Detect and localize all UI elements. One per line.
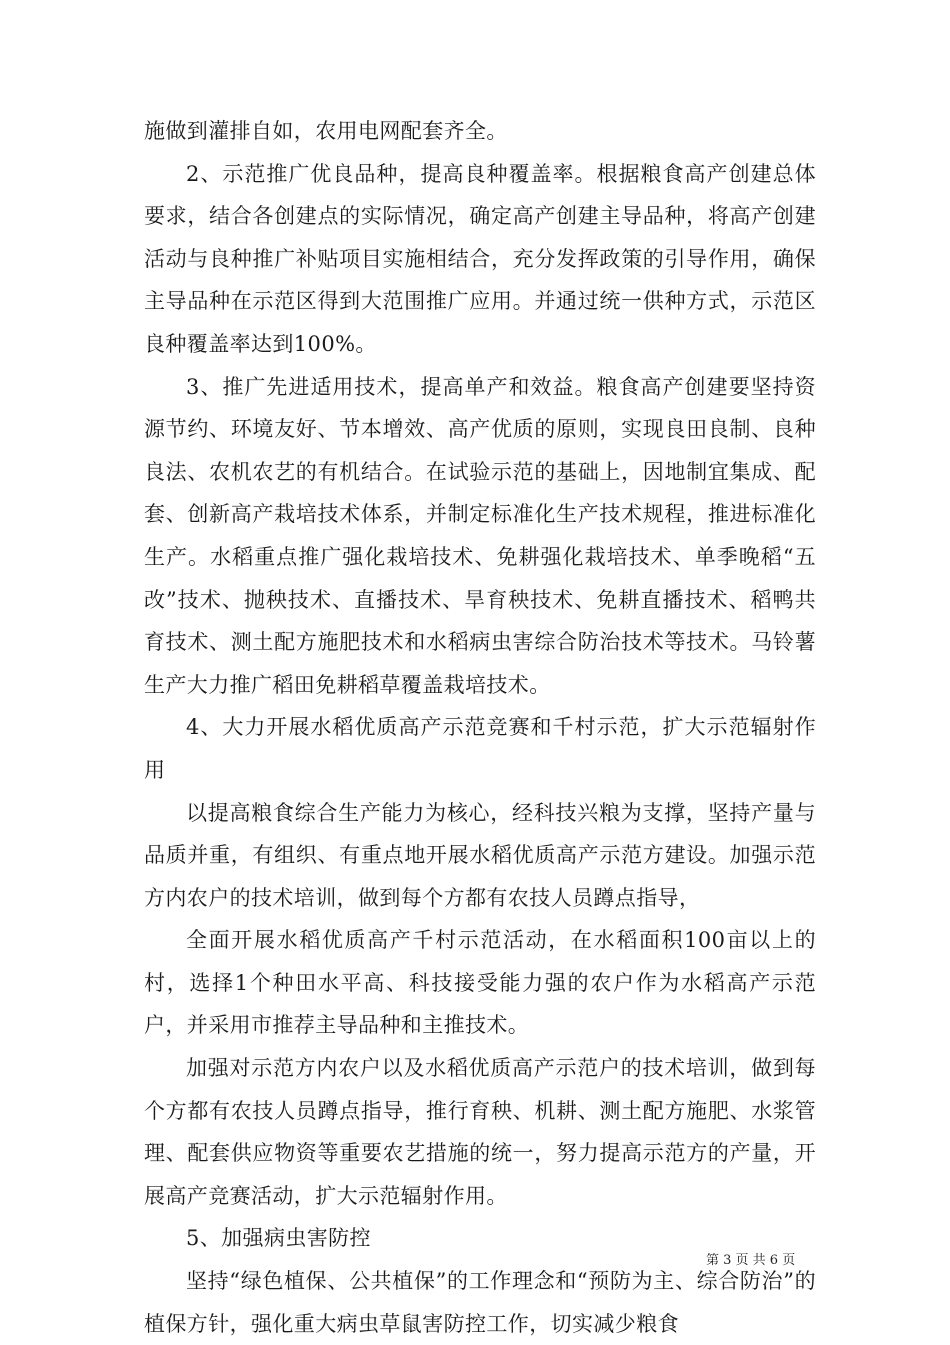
paragraph-7: 5、加强病虫害防控 [186,1226,371,1251]
page-number-footer: 第 3 页 共 6 页 [706,1253,796,1268]
paragraph-2: 3、推广先进适用技术，提高单产和效益。粮食高产创建要坚持资源节约、环境友好、节本增效、高产优质的原则，实现良田良制、良种良法、农机农艺的有机结合。在试验示范的基础上，因地制宜集成、配套、创新高产栽培技术体系，并制定标准化生产技术规程，推进标准化生产。水稻重点推广强化栽培技术、免耕强化栽培技术、单季晚稻“五改”技术、抛秧技术、直播技术、旱育秧技术、免耕直播技术、稻鸭共育技术、测土配方施肥技术和水稻病虫害综合防治技术等技术。马铃薯生产大力推广稻田免耕稻草覆盖栽培技术。 [144,374,816,697]
paragraph-6: 加强对示范方内农户以及水稻优质高产示范户的技术培训，做到每个方都有农技人员蹲点指导，推行育秧、机耕、测土配方施肥、水浆管理、配套供应物资等重要农艺措施的统一，努力提高示范方的产量，开展高产竞赛活动，扩大示范辐射作用。 [144,1056,816,1208]
paragraph-4: 以提高粮食综合生产能力为核心，经科技兴粮为支撑，坚持产量与品质并重，有组织、有重点地开展水稻优质高产示范方建设。加强示范方内农户的技术培训，做到每个方都有农技人员蹲点指导， [144,800,816,910]
paragraph-0: 施做到灌排自如，农用电网配套齐全。 [144,119,508,143]
paragraph-3: 4、大力开展水稻优质高产示范竞赛和千村示范，扩大示范辐射作用 [144,715,816,782]
document-body [144,110,816,1345]
paragraph-8: 坚持“绿色植保、公共植保”的工作理念和“预防为主、综合防治”的植保方针，强化重大病虫草鼠害防控工作，切实减少粮食 [144,1269,816,1336]
paragraph-1: 2、示范推广优良品种，提高良种覆盖率。根据粮食高产创建总体要求，结合各创建点的实际情况，确定高产创建主导品种，将高产创建活动与良种推广补贴项目实施相结合，充分发挥政策的引导作用，确保主导品种在示范区得到大范围推广应用。并通过统一供种方式，示范区良种覆盖率达到100%。 [144,161,816,356]
paragraph-5: 全面开展水稻优质高产千村示范活动，在水稻面积100亩以上的村，选择1个种田水平高、科技接受能力强的农户作为水稻高产示范户，并采用市推荐主导品种和主推技术。 [144,928,816,1038]
